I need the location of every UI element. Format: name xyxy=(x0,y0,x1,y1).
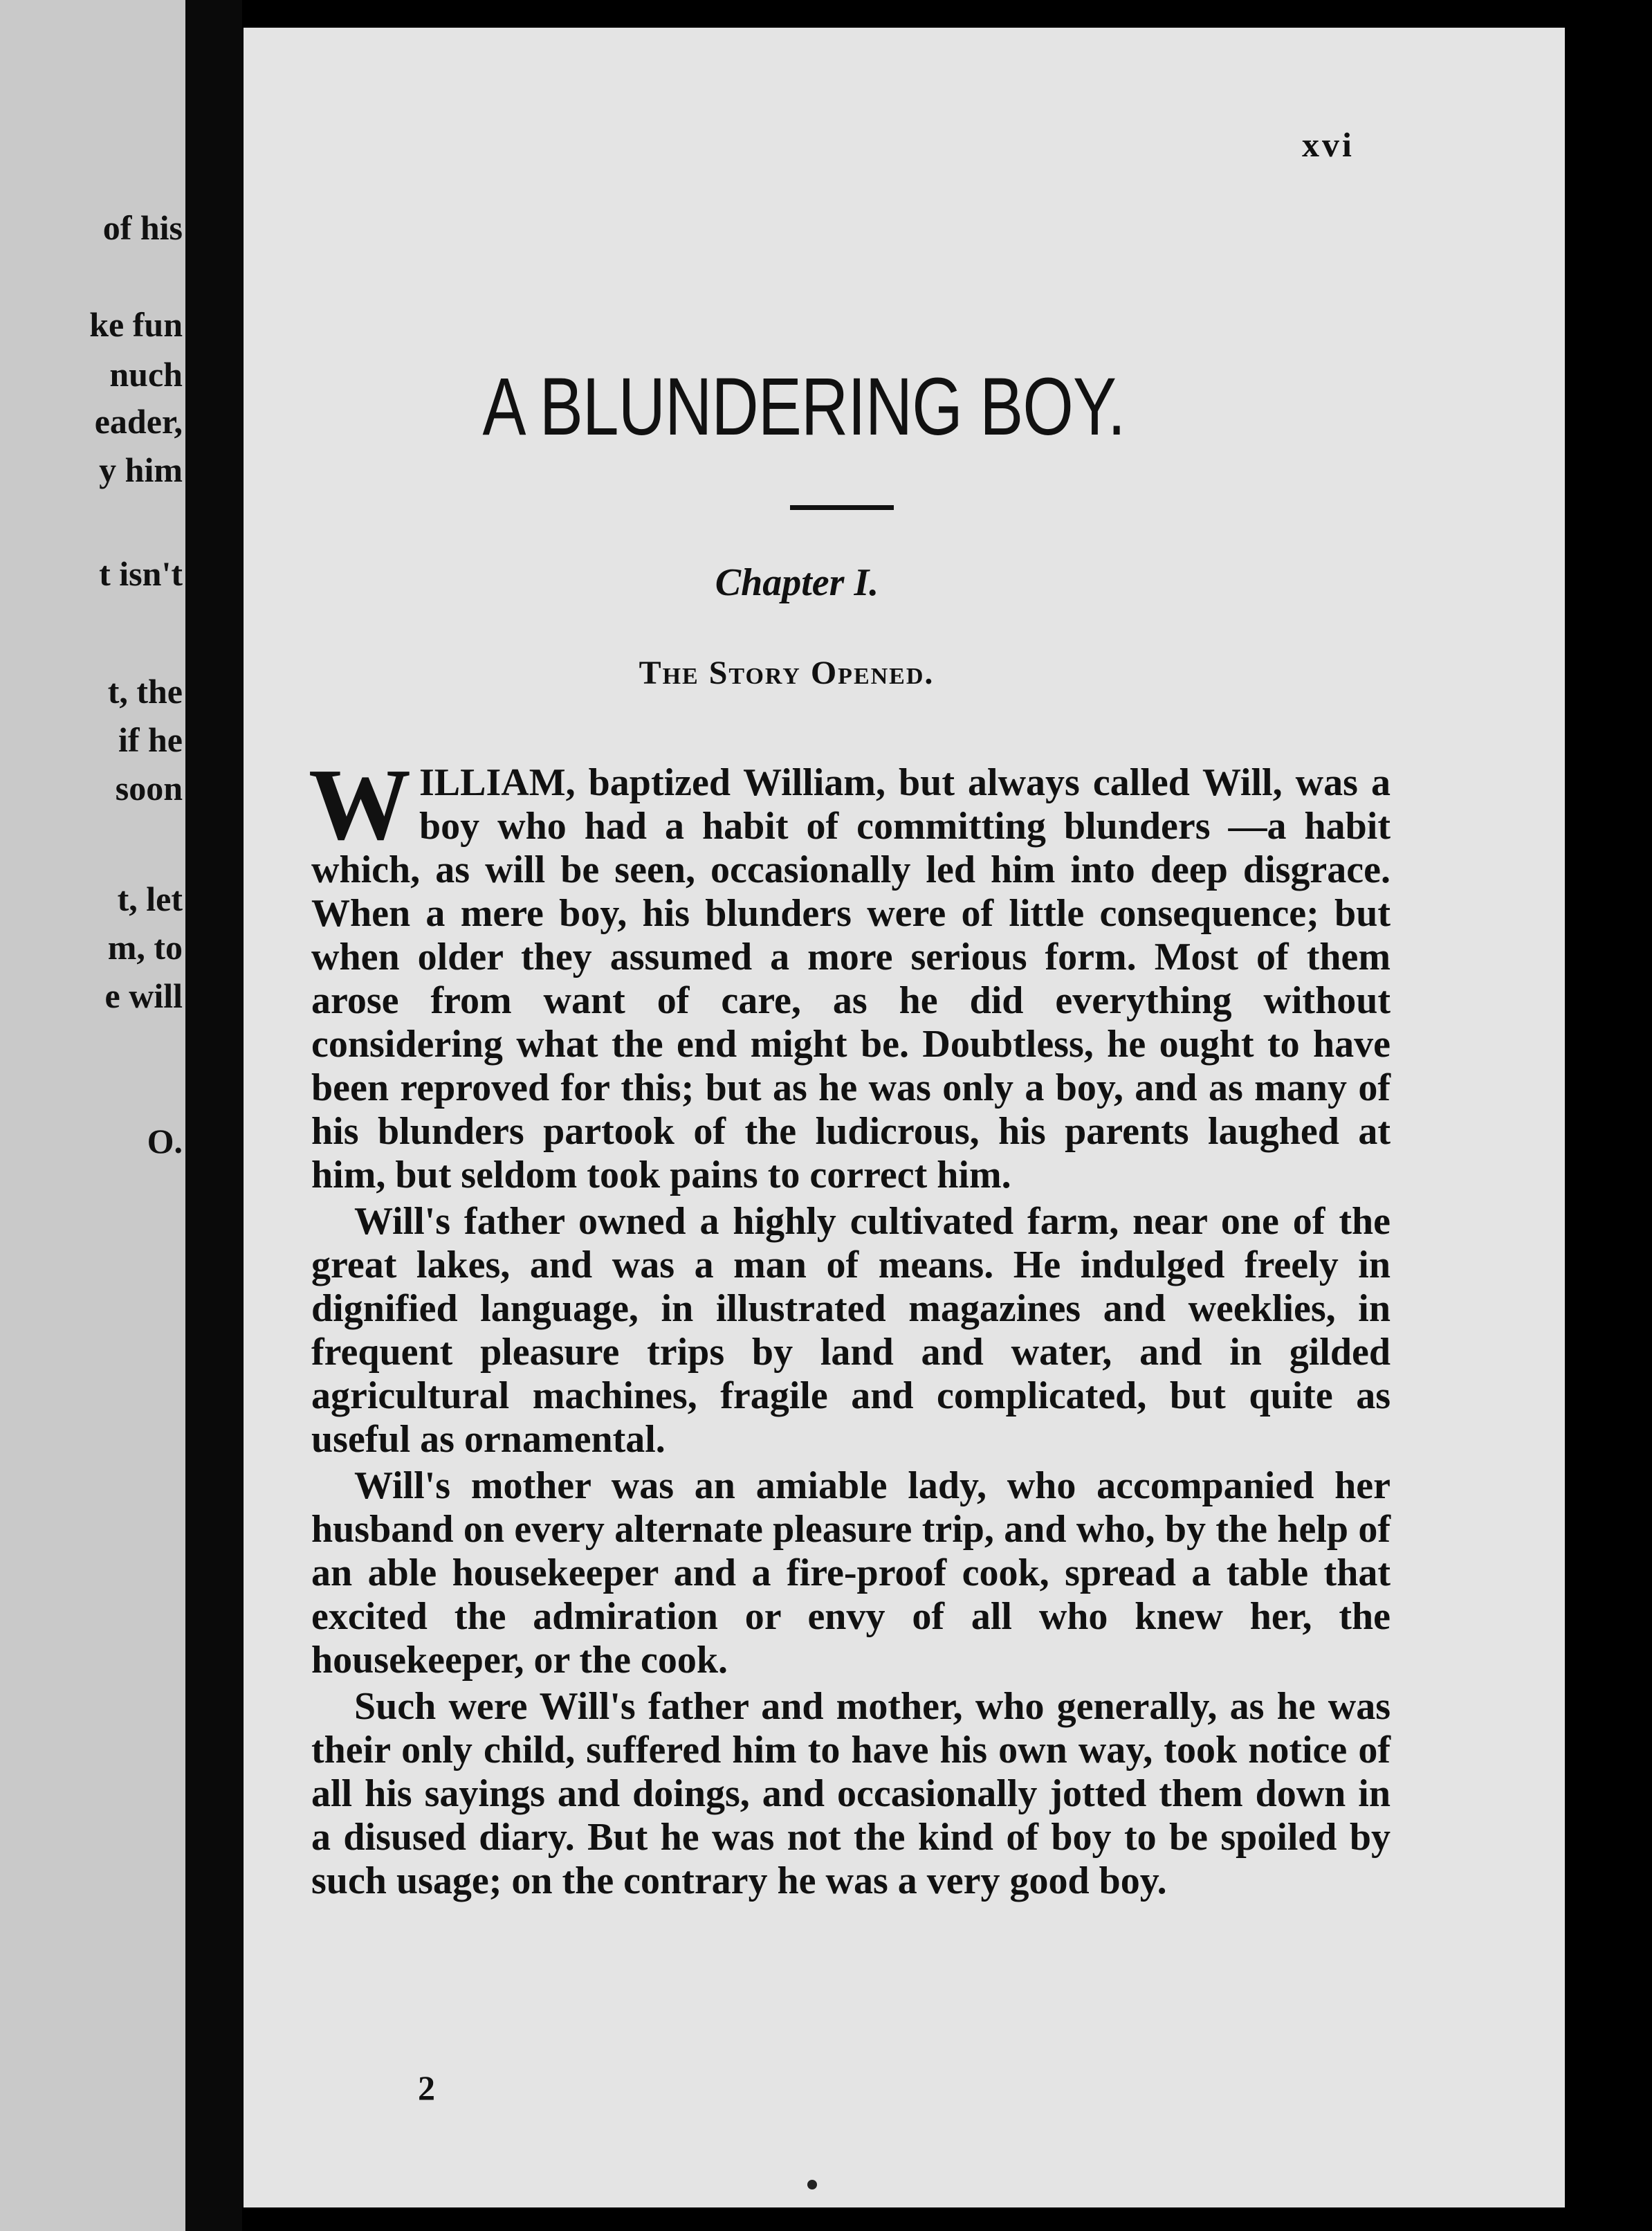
facing-page-fragment: t isn't xyxy=(99,554,183,593)
scan-border xyxy=(1565,0,1652,2231)
paragraph: Will's mother was an amiable lady, who accompanied her husband on every alternate pleasure trip, and who, by the help of an able housekeeper and a fire-proof cook, spread a table that excited the admiration or envy of all who knew her, the housekeeper, or the cook. xyxy=(311,1464,1391,1682)
paragraph-text: ILLIAM, baptized William, but always called Will, was a boy who had a habit of committing blunders —a habit which, as will be seen, occasionally led him into deep disgrace. When a mere boy, his blunders were of little consequence; but when older they assumed a more serious form. Most of them arose from want of care, as he did everything without considering what the end might be. Doubtless, he ought to have been reproved for this; but as he was only a boy, and as many of his blunders partook of the ludicrous, his parents laughed at him, but seldom took pains to correct him. xyxy=(311,761,1391,1196)
facing-page-fragment: soon xyxy=(115,769,183,808)
paragraph xyxy=(309,748,1391,1197)
facing-page-fragment: if he xyxy=(118,720,183,759)
facing-page-fragment: e will xyxy=(104,976,183,1015)
chapter-heading: Chapter I. xyxy=(715,561,879,604)
book-title: A BLUNDERING BOY. xyxy=(482,361,1126,453)
facing-page-fragment: nuch xyxy=(109,355,183,394)
book-page xyxy=(244,28,1565,2207)
facing-page-fragment: eader, xyxy=(94,402,183,441)
facing-page xyxy=(0,0,185,2231)
facing-page-fragment: O. xyxy=(147,1122,183,1160)
title-rule xyxy=(790,505,894,510)
binding-gutter xyxy=(185,0,242,2231)
page-folio: xvi xyxy=(1302,125,1355,164)
facing-page-fragment: of his xyxy=(102,208,183,247)
facing-page-fragment: t, let xyxy=(117,880,183,918)
paragraph: Such were Will's father and mother, who generally, as he was their only child, suffered him to have his own way, took notice of all his sayings and doings, and occasionally jotted them down in a disused diary. But he was not the kind of boy to be spoiled by such usage; on the contrary he was a very good boy. xyxy=(311,1685,1391,1902)
body-text xyxy=(309,748,1391,1906)
paragraph: Will's father owned a highly cultivated farm, near one of the great lakes, and was a man of means. He indulged freely in dignified language, in illustrated magazines and weeklies, in frequent pleasure trips by land and water, and in gilded agricultural machines, fragile and complicated, but quite as useful as ornamental. xyxy=(311,1200,1391,1461)
print-speck xyxy=(807,2180,817,2189)
facing-page-fragment: y him xyxy=(99,450,183,489)
facing-page-fragment: m, to xyxy=(107,928,183,967)
facing-page-fragment: t, the xyxy=(107,672,183,711)
facing-page-fragment: ke fun xyxy=(89,305,183,344)
chapter-title: The Story Opened. xyxy=(639,655,935,691)
drop-cap: W xyxy=(309,748,411,862)
page-number: 2 xyxy=(418,2068,435,2107)
